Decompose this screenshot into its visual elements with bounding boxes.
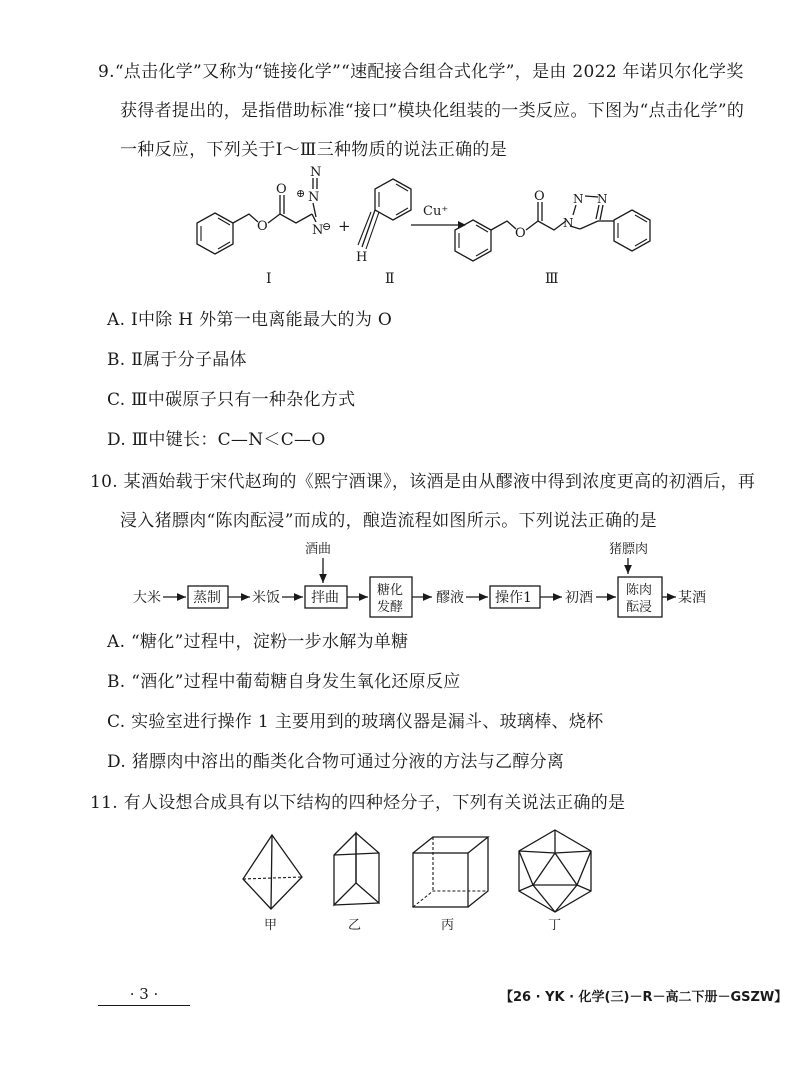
flow-yeast: 酒曲	[305, 542, 332, 557]
cube-figure	[413, 837, 488, 933]
compound-1-label: Ⅰ	[266, 271, 272, 287]
q9-stem-line1: 9.“点击化学”又称为“链接化学”“速配接合组合式化学”，是由 2022 年诺贝尔化学奖	[98, 62, 744, 82]
flow-final-wine: 某酒	[678, 590, 706, 606]
azide-n-mid: N	[308, 190, 320, 205]
flow-soak-top: 陈肉	[626, 583, 653, 598]
q9-option-d: D. Ⅲ中键长：C—N＜C—O	[107, 430, 326, 450]
compound-1-structure	[197, 165, 331, 287]
flow-mix: 拌曲	[311, 590, 339, 606]
label-jia: 甲	[264, 918, 278, 933]
triazole-n2: N	[573, 192, 584, 206]
triazole-n1: N	[563, 216, 574, 230]
q9-option-a: A. Ⅰ中除 H 外第一电离能最大的为 O	[107, 310, 393, 330]
compound-2-label: Ⅱ	[385, 271, 395, 287]
q10-option-a: A. “糖化”过程中，淀粉一步水解为单糖	[107, 632, 409, 652]
q10-flow-diagram	[0, 540, 800, 626]
q10-stem-line2: 浸入猪膘肉“陈肉酝浸”而成的，酿造流程如图所示。下列说法正确的是	[120, 511, 657, 531]
azide-n-top: N	[310, 165, 322, 180]
flow-rice: 大米	[133, 590, 161, 606]
flow-op1: 操作1	[495, 590, 532, 606]
page-number: · 3 ·	[98, 985, 190, 1006]
compound-3-carbonyl-oxygen: O	[534, 189, 545, 204]
q9-option-c: C. Ⅲ中碳原子只有一种杂化方式	[107, 390, 356, 410]
compound-3-structure	[455, 189, 650, 287]
compound-3-ester-oxygen: O	[515, 226, 526, 241]
triazole-n3: N	[597, 192, 608, 206]
flow-pork: 猪膘肉	[609, 542, 649, 557]
compound-1-carbonyl-oxygen: O	[276, 182, 287, 197]
azide-plus-charge: ⊕	[296, 187, 306, 200]
label-ding: 丁	[548, 918, 562, 933]
q11-polyhedra	[0, 825, 800, 940]
azide-minus-charge: ⊖	[322, 220, 332, 233]
flow-mash: 醪液	[436, 590, 464, 606]
q10-option-b: B. “酒化”过程中葡萄糖自身发生氧化还原反应	[107, 672, 461, 692]
q9-option-b: B. Ⅱ属于分子晶体	[107, 350, 247, 370]
q10-stem-line1: 10. 某酒始载于宋代赵珣的《熙宁酒课》，该酒是由从醪液中得到浓度更高的初酒后，再	[90, 472, 756, 492]
q9-stem-line3: 一种反应，下列关于Ⅰ～Ⅲ三种物质的说法正确的是	[120, 140, 508, 160]
catalyst-label: Cu⁺	[423, 204, 449, 219]
q10-option-d: D. 猪膘肉中溶出的酯类化合物可通过分液的方法与乙醇分离	[107, 752, 565, 772]
exam-code: 【26 · YK · 化学(三)－R－高二下册－GSZW】	[500, 990, 788, 1005]
azide-n-low: N	[312, 223, 324, 238]
flow-first-wine: 初酒	[565, 590, 593, 606]
q10-option-c: C. 实验室进行操作 1 主要用到的玻璃仪器是漏斗、玻璃棒、烧杯	[107, 712, 604, 732]
label-yi: 乙	[348, 918, 362, 933]
flow-cooked-rice: 米饭	[252, 590, 280, 606]
label-bing: 丙	[441, 918, 455, 933]
compound-1-ester-oxygen: O	[257, 219, 268, 234]
flow-soak-bottom: 酝浸	[626, 600, 653, 615]
alkyne-h: H	[356, 250, 368, 265]
compound-2-structure	[356, 179, 411, 287]
reaction-arrow	[411, 204, 466, 229]
flow-ferment-top: 糖化	[377, 583, 404, 598]
prism-figure	[334, 833, 379, 933]
plus-sign: +	[338, 217, 351, 235]
q11-stem: 11. 有人设想合成具有以下结构的四种烃分子，下列有关说法正确的是	[90, 793, 626, 813]
q9-stem-line2: 获得者提出的，是指借助标准“接口”模块化组装的一类反应。下图为“点击化学”的	[120, 101, 745, 121]
icosahedron-figure	[519, 830, 591, 933]
tetrahedron-figure	[243, 835, 302, 933]
q9-reaction-scheme	[0, 165, 800, 295]
compound-3-label: Ⅲ	[545, 271, 559, 287]
flow-ferment-bottom: 发酵	[377, 600, 404, 615]
flow-steam: 蒸制	[193, 590, 221, 606]
